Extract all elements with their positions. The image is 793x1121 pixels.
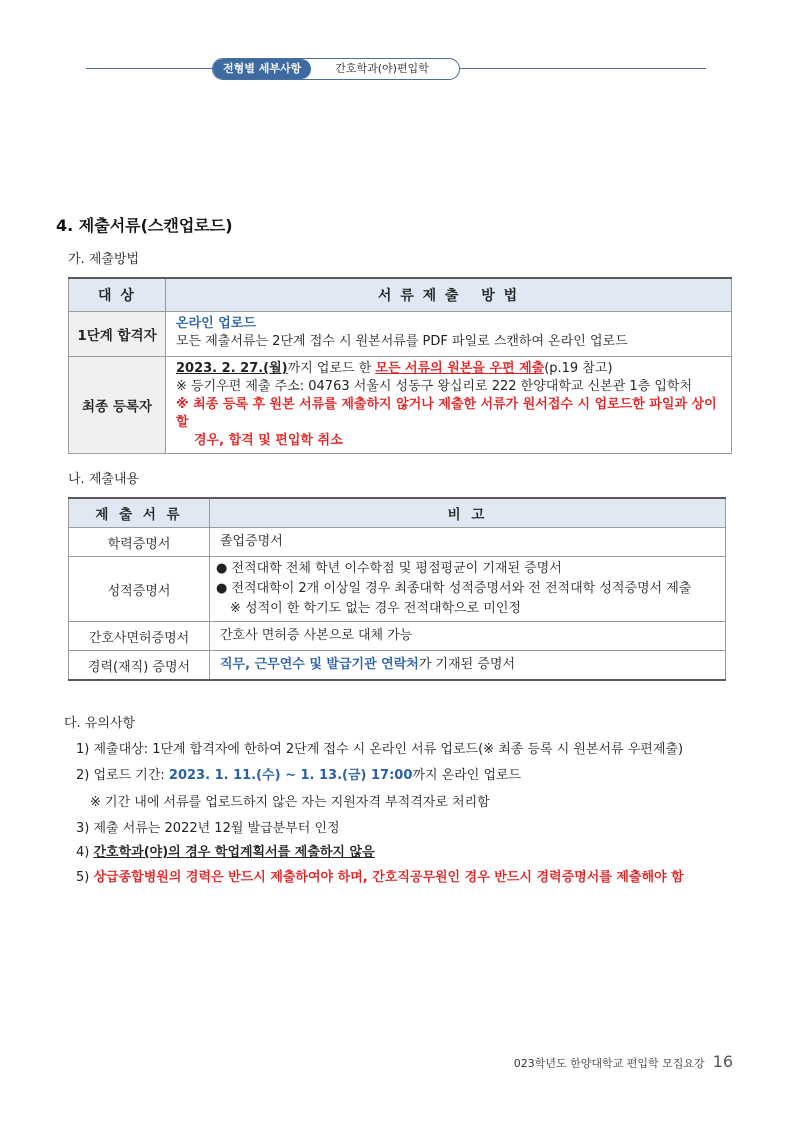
doc-name: 경력(재직) 증명서	[69, 651, 210, 681]
page-footer	[514, 1052, 733, 1071]
bullet-icon: ●	[216, 561, 232, 576]
content-heading: 나. 제출내용	[68, 472, 140, 487]
table-row	[69, 557, 726, 622]
header-tab	[212, 58, 460, 80]
note-1: 1) 제출대상: 1단계 합격자에 한하여 2단계 접수 시 온라인 서류 업로드(※ 최종 등록 시 원본서류 우편제출)	[76, 742, 684, 757]
online-upload-text: 온라인 업로드	[176, 316, 256, 331]
bullet-item: ● 전적대학 전체 학년 이수학점 및 평점평균이 기재된 증명서	[216, 561, 562, 576]
table-row	[69, 312, 732, 357]
col-doc: 제 출 서 류	[69, 498, 210, 528]
table-row	[69, 622, 726, 651]
notes-heading: 다. 유의사항	[64, 716, 136, 731]
note-3: 3) 제출 서류는 2022년 12월 발급분부터 인정	[76, 821, 340, 836]
header-category: 전형별 세부사항	[213, 59, 311, 79]
upload-desc: 모든 제출서류는 2단계 접수 시 원본서류를 PDF 파일로 스캔하여 온라인 업로드	[176, 334, 628, 349]
method-table-header	[69, 278, 732, 312]
doc-name: 성적증명서	[69, 557, 210, 622]
deadline-mid: 까지 업로드 한	[287, 361, 376, 376]
col-target: 대 상	[69, 278, 166, 312]
row-content	[166, 357, 732, 454]
upload-period: 2023. 1. 11.(수) ~ 1. 13.(금) 17:00	[168, 768, 413, 783]
warning-line-2: 경우, 합격 및 편입학 취소	[194, 433, 343, 448]
mail-address: ※ 등기우편 제출 주소: 04763 서울시 성동구 왕십리로 222 한양대학교 신본관 1층 입학처	[176, 379, 693, 394]
deadline-line	[176, 360, 721, 378]
doc-name: 학력증명서	[69, 528, 210, 557]
career-required: 상급종합병원의 경력은 반드시 제출하여야 하며, 간호직공무원인 경우 반드시 경력증명서를 제출해야 함	[93, 870, 684, 885]
footer-text: 023학년도 한양대학교 편입학 모집요강	[513, 1057, 705, 1070]
note-5: 5) 상급종합병원의 경력은 반드시 제출하여야 하며, 간호직공무원인 경우 반드시 경력증명서를 제출해야 함	[76, 870, 684, 885]
original-submit-text: 모든 서류의 원본을 우편 제출	[375, 361, 545, 376]
bullet-item: ● 전적대학이 2개 이상일 경우 최종대학 성적증명서와 전 전적대학 성적증명서 제출	[216, 581, 692, 596]
note-2-sub: ※ 기간 내에 서류를 업로드하지 않은 자는 지원자격 부적격자로 처리함	[90, 795, 490, 810]
doc-name: 간호사면허증명서	[69, 622, 210, 651]
row-label: 1단계 합격자	[69, 312, 166, 357]
note-4: 4) 간호학과(야)의 경우 학업계획서를 제출하지 않음	[76, 845, 375, 860]
method-table	[68, 277, 732, 454]
doc-note	[210, 651, 726, 681]
table-row	[69, 528, 726, 557]
content-table	[68, 497, 726, 681]
career-tail: 가 기재된 증명서	[418, 657, 516, 672]
sub-note: ※ 성적이 한 학기도 없는 경우 전적대학으로 미인정	[230, 601, 521, 616]
no-study-plan: 간호학과(야)의 경우 학업계획서를 제출하지 않음	[93, 845, 375, 860]
doc-note: 간호사 면허증 사본으로 대체 가능	[210, 622, 726, 651]
table-row	[69, 357, 732, 454]
page-ref: (p.19 참고)	[544, 361, 613, 376]
col-method: 서 류 제 출 방 법	[166, 278, 732, 312]
content-table-header	[69, 498, 726, 528]
col-note: 비 고	[210, 498, 726, 528]
method-heading: 가. 제출방법	[68, 252, 140, 267]
career-highlight: 직무, 근무연수 및 발급기관 연락처	[220, 657, 419, 672]
deadline-date: 2023. 2. 27.(월)	[176, 361, 288, 376]
warning-line-1: ※ 최종 등록 후 원본 서류를 제출하지 않거나 제출한 서류가 원서접수 시 업로드한 파일과 상이할	[176, 397, 717, 430]
doc-note: 졸업증명서	[210, 528, 726, 557]
row-content	[166, 312, 732, 357]
bullet-icon: ●	[216, 581, 232, 596]
section-title: 4. 제출서류(스캔업로드)	[56, 216, 233, 235]
table-row	[69, 651, 726, 681]
row-label: 최종 등록자	[69, 357, 166, 454]
note-2: 2) 업로드 기간: 2023. 1. 11.(수) ~ 1. 13.(금) 17:00까지 온라인 업로드	[76, 768, 522, 783]
page-number: 16	[712, 1052, 733, 1071]
header-track: 간호학과(야)편입학	[335, 62, 429, 75]
doc-note	[210, 557, 726, 622]
